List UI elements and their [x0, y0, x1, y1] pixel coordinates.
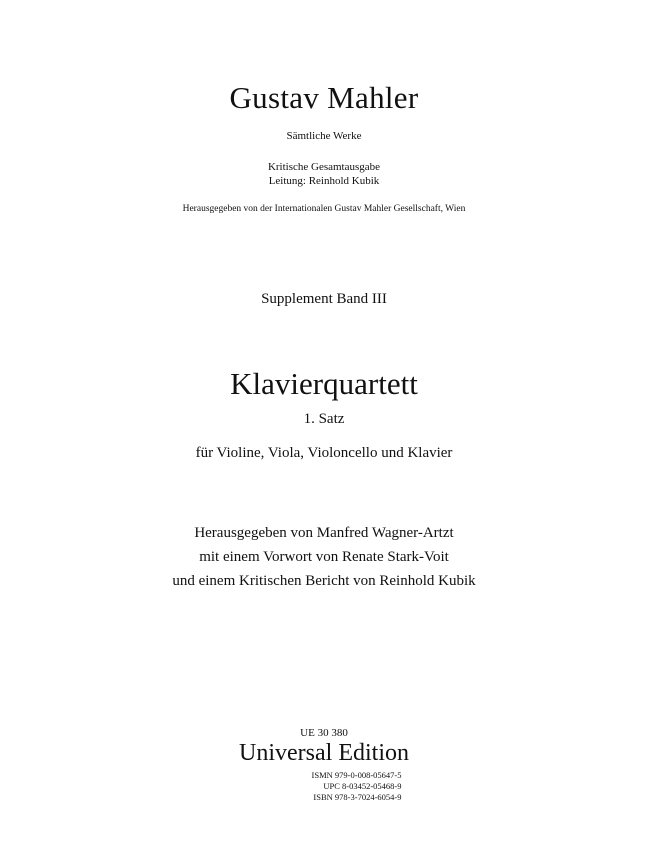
edition-type: Kritische Gesamtausgabe [267, 161, 381, 173]
publisher-name: Universal Edition [239, 740, 409, 766]
edition-direction: Leitung: Reinhold Kubik [268, 175, 380, 187]
isbn-code: ISBN 978-3-7024-6054-9 [313, 792, 402, 802]
volume-label: Supplement Band III [261, 291, 387, 307]
series-title: Sämtliche Werke [286, 130, 362, 142]
upc-code: UPC 8-03452-05468-9 [323, 781, 402, 791]
society-note: Herausgegeben von der Internationalen Gustav Mahler Gesellschaft, Wien [182, 204, 466, 214]
ismn-code: ISMN 979-0-008-05647-5 [311, 770, 402, 780]
identifier-codes [0, 770, 648, 803]
work-title: Klavierquartett [230, 366, 418, 401]
foreword-credit: mit einem Vorwort von Renate Stark-Voit [199, 549, 449, 565]
ue-number: UE 30 380 [300, 727, 348, 739]
editor-credit: Herausgegeben von Manfred Wagner-Artzt [194, 525, 454, 541]
composer-name: Gustav Mahler [229, 80, 419, 115]
instrumentation: für Violine, Viola, Violoncello und Klavier [195, 445, 453, 461]
report-credit: und einem Kritischen Bericht von Reinhold Kubik [172, 573, 476, 589]
movement-label: 1. Satz [303, 411, 345, 427]
